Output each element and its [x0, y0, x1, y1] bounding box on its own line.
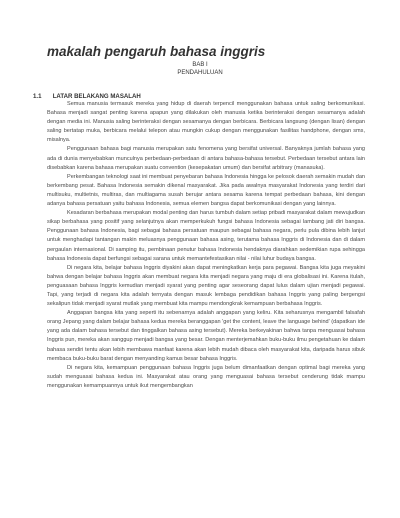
section-heading — [33, 93, 141, 100]
paragraph: Anggapan bangsa kita yang seperti itu sebenarnya adalah anggapan yang keliru. Kita seharusnya mengambil falsafah orang Jepang yang dalam belajar bahasa kedua mereka beranggapan 'get the content, leave the language behind' (dapatkan ide yang ada dalam bahasa tersebut dan tinggalkan bahasa asing tersebut). Mereka berkeyakinan bahwa tanpa menguasai bahasa Inggris pun, mereka akan sanggup menjadi bangsa yang besar. Dengan menterjemahkan buku-buku ilmu pengetahuan ke dalam bahasa sendiri tentu akan lebih membawa manfaat karena akan lebih mudah dibaca oleh masyarakat kita, daripada harus sibuk membaca buku-buku barat dengan menyanding kamus besar bahasa Inggris. — [47, 310, 365, 362]
paragraph: Perkembangan teknologi saat ini membuat penyebaran bahasa Indonesia hingga ke pelosok daerah semakin mudah dan berkembang pesat. Bahasa Indonesia semakin dikenal masyarakat. Jika pada awalnya masyarakat Indonesia yang terdiri dari multisuku, multietnis, multiras, dan multiagama susah berujar antara sesama karena tempat perbedaan bahasa, kini dengan adanya bahasa persatuan yaitu bahasa Indonesia, semua elemen bangsa dapat berkomunikasi dengan yang lainnya. — [47, 173, 365, 208]
paragraph: Di negara kita, belajar bahasa Inggris diyakini akan dapat meningkatkan kerja para pegawai. Bangsa kita juga meyakini bahwa dengan belajar bahasa Inggris akan membuat negara kita menjadi negara yang maju di era globalisasi ini. Karena itulah, penguasaan bahasa Inggris kemudian menjadi syarat yang penting agar seseorang dapat lulus dalam ujian menjadi pegawai. Tapi, yang terjadi di negara kita adalah ternyata dengan masuk lembaga pendidikan bahasa Inggris yang paling bergengsi sekalipun tidak menjadi syarat mutlak yang membuat kita mampu mendongkrak kemampuan berbahasa Inggris. — [47, 264, 365, 308]
paragraph: Di negara kita, kemampuan penggunaan bahasa Inggris juga belum dimanfaatkan dengan optimal bagi mereka yang sudah menguasai bahasa kedua ini. Masyarakat atau orang yang menguasai bahasa tersebut cenderung tidak mampu menggunakan kemampuannya untuk ikut mengembangkan — [47, 364, 365, 389]
document-title: makalah pengaruh bahasa inggris — [47, 44, 266, 59]
section-number: 1.1 — [33, 93, 42, 100]
body-text — [47, 100, 365, 391]
paragraph: Semua manusia termasuk mereka yang hidup di daerah terpencil menggunakan bahasa untuk saling berkomunikasi. Bahasa menjadi sangat penting karena apapun yang dilakukan oleh manusia ketika berinteraksi dengan sesamanya adalah dengan media ini. Manusia saling berinteraksi dengan sesamanya dengan berbicara. Berbicara langsung (dengan lisan) dengan saling bertatap muka, berbicara melalui telepon atau mungkin cukup dengan menggunakan fasilitas handphone, dengan sms, misalnya. — [47, 101, 365, 144]
paragraph: Penggunaan bahasa bagi manusia merupakan satu fenomena yang bersifat universal. Banyaknya jumlah bahasa yang ada di dunia menyebabkan munculnya perbedaan-perbedaan di antara bahasa-bahasa tersebut. Perbedaan tersebut antara lain disebabkan karena bahasa merupakan suatu convention (kesepakatan umum) dan bersifat arbitrary (manasuka). — [47, 146, 365, 171]
chapter-title: PENDAHULUAN — [177, 70, 223, 76]
chapter-number: BAB I — [192, 62, 208, 68]
paragraph: Kesadaran berbahasa merupakan modal penting dan harus tumbuh dalam setiap pribadi masyarakat dalam mewujudkan sikap berbahasa yang positif yang selanjutnya akan memperkukuh fungsi bahasa Indonesia sebagai lambang jati diri bangsa. Penggunaan bahasa Indonesia, bagi sebagai bahasa persatuan maupun sebagai bahasa negara, perlu pula dibina lebih lanjut untuk menghadapi tantangan makin meluasnya penggunaan bahasa asing, terutama bahasa Inggris di Indonesia dan di dalam pergaulan internasional. Di samping itu, pembinaan penutur bahasa Indonesia hendaknya diarahkan sedemikian rupa sehingga bahasa Indonesia dapat berfungsi sebagai sarana untuk memantefestasikan nilai - nilai luhur budaya bangsa. — [47, 210, 365, 262]
section-title: LATAR BELAKANG MASALAH — [52, 93, 141, 100]
